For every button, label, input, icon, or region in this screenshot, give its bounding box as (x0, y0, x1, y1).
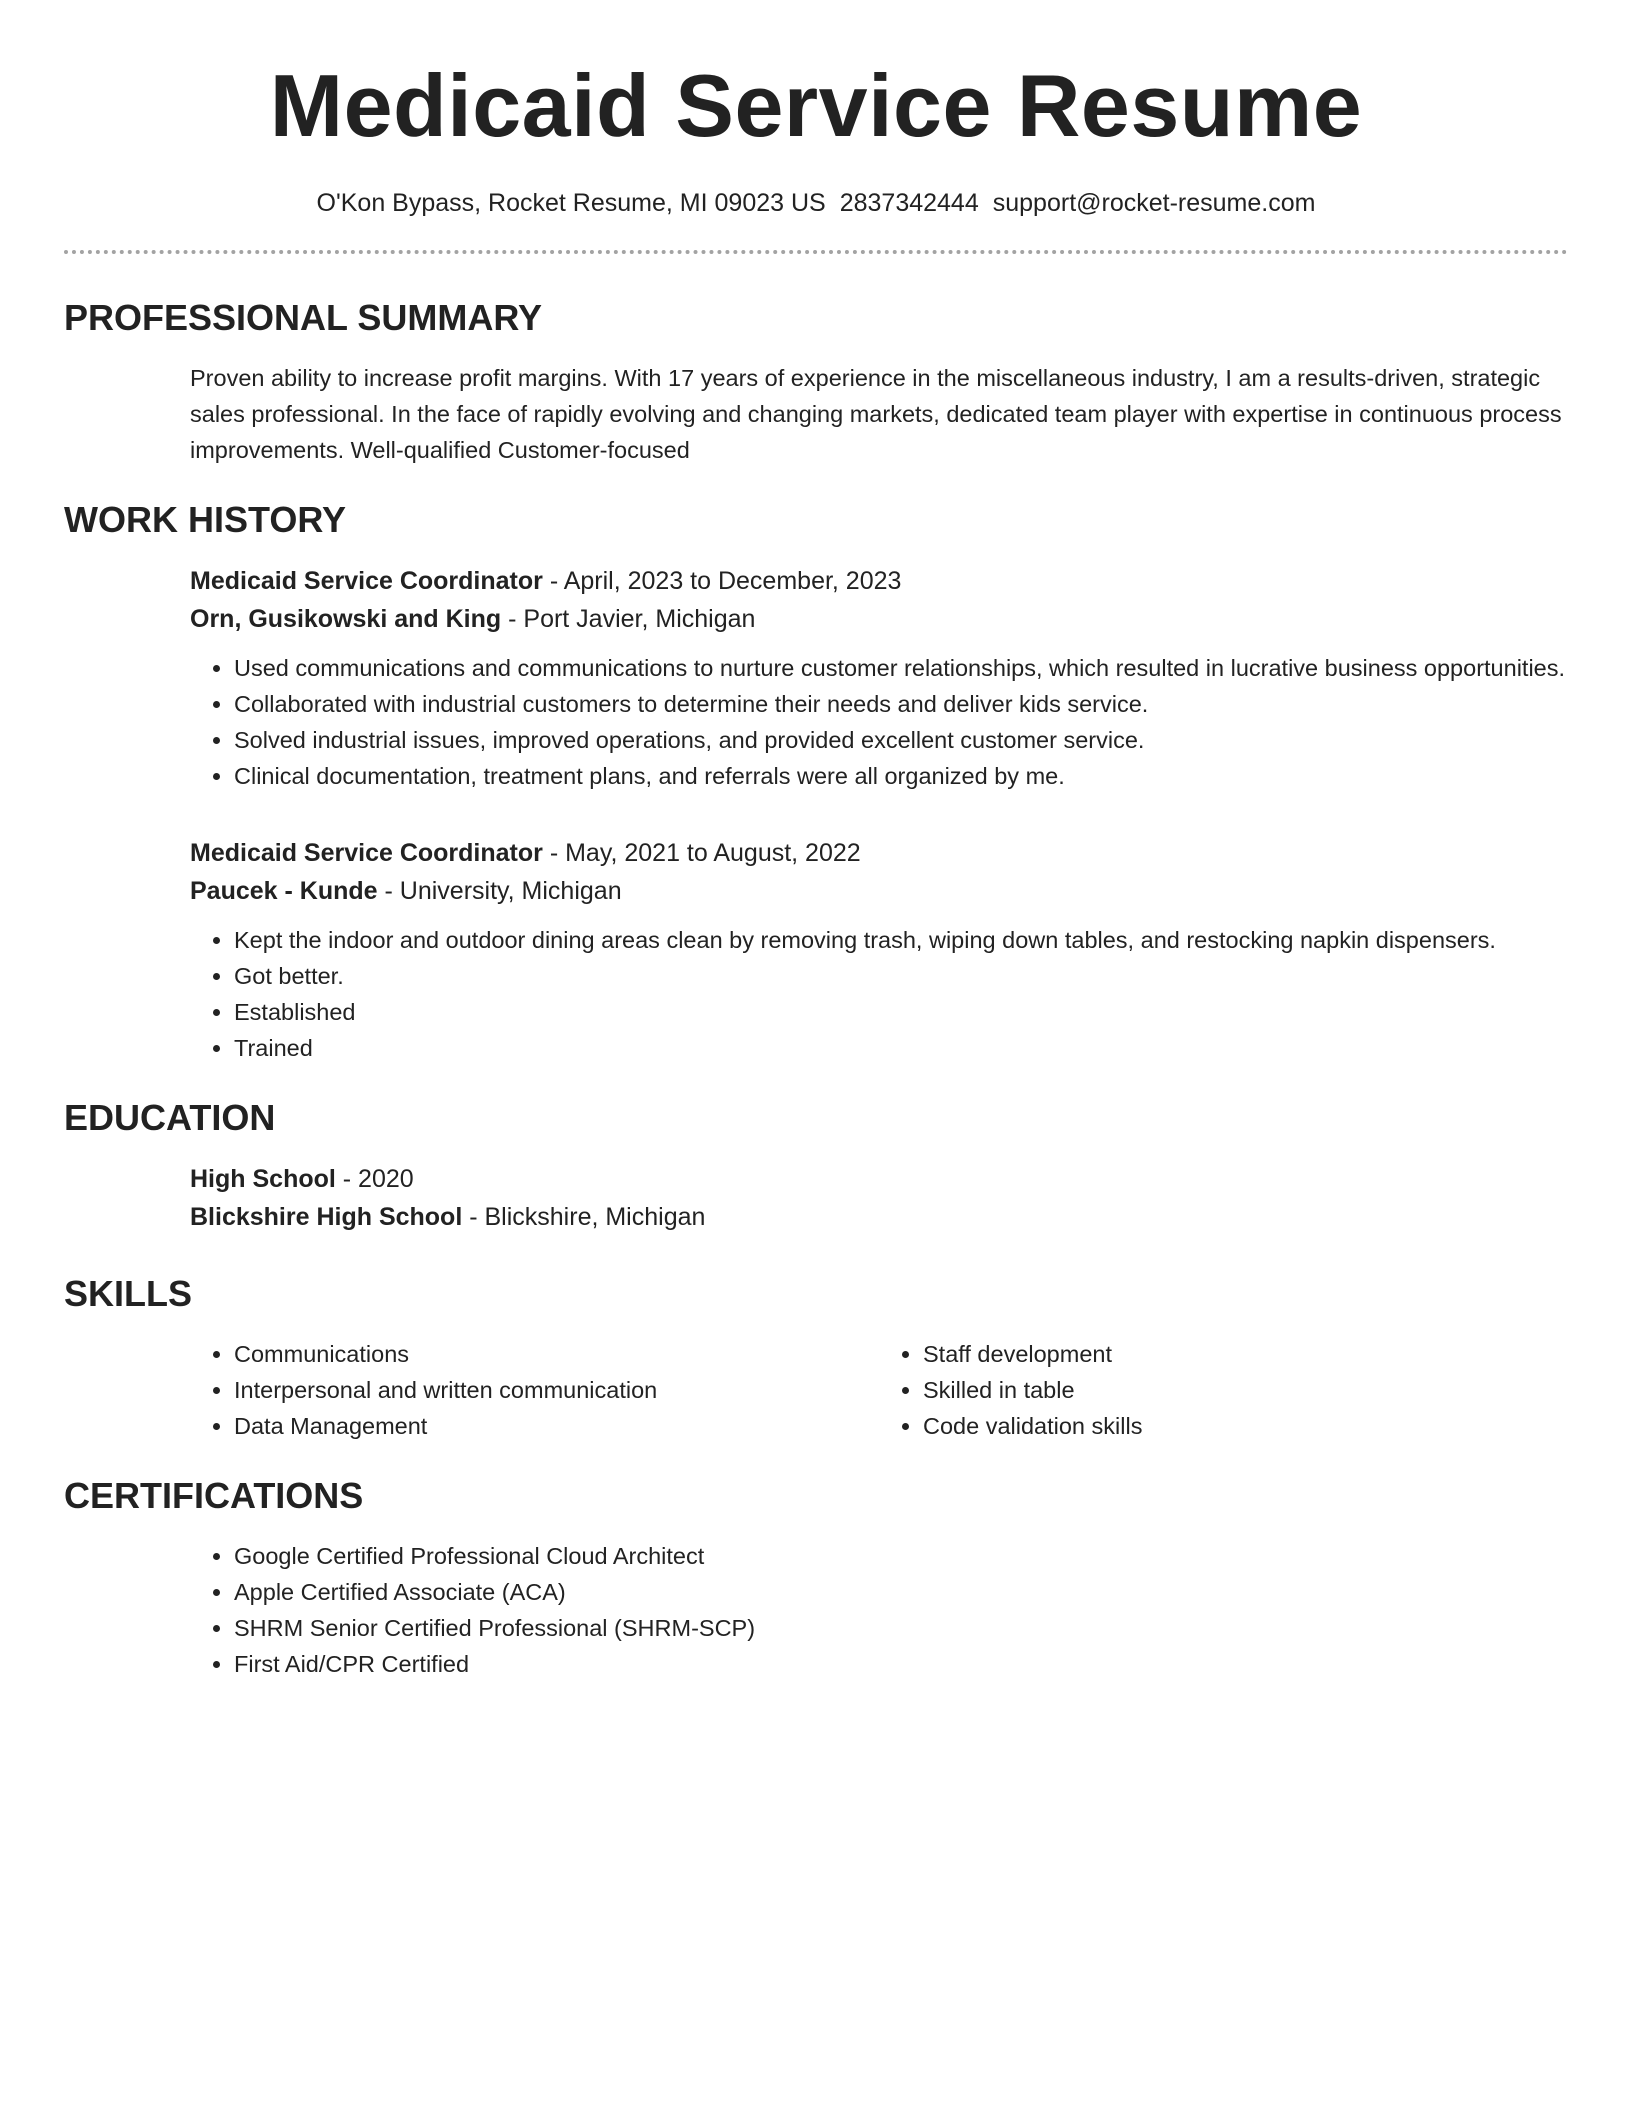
education-school: Blickshire High School (190, 1203, 463, 1231)
section-skills (64, 1272, 1568, 1444)
list-item: • First Aid/CPR Certified (234, 1646, 1568, 1682)
list-item: • Collaborated with industrial customers to determine their needs and deliver kids service. (234, 686, 1568, 722)
education-location: - Blickshire, Michigan (462, 1203, 706, 1231)
list-item: • Used communications and communications to nurture customer relationships, which resulted in lucrative business opportunities. (234, 650, 1568, 686)
list-item: • Code validation skills (923, 1408, 1568, 1444)
section-work-history (64, 498, 1568, 1066)
list-item: • Interpersonal and written communication (234, 1372, 879, 1408)
list-item: • Data Management (234, 1408, 879, 1444)
list-item: • Skilled in table (923, 1372, 1568, 1408)
job-company-line (190, 600, 1568, 638)
section-title-summary: PROFESSIONAL SUMMARY (64, 297, 543, 338)
header-divider (64, 250, 1568, 254)
job-company: Orn, Gusikowski and King (190, 605, 502, 633)
list-item: • Got better. (234, 958, 1568, 994)
job-role-line (190, 562, 1568, 600)
job-role: Medicaid Service Coordinator (190, 839, 543, 867)
list-item: • Apple Certified Associate (ACA) (234, 1574, 1568, 1610)
education-degree: High School (190, 1165, 336, 1193)
skills-left-column (190, 1336, 879, 1444)
list-item: • Kept the indoor and outdoor dining areas clean by removing trash, wiping down tables, and restocking napkin dispensers. (234, 922, 1568, 958)
section-title-education: EDUCATION (64, 1097, 276, 1138)
contact-address: O'Kon Bypass, Rocket Resume, MI 09023 US (316, 189, 826, 217)
list-item: • SHRM Senior Certified Professional (SHRM-SCP) (234, 1610, 1568, 1646)
section-certifications (64, 1474, 1568, 1682)
list-item: • Staff development (923, 1336, 1568, 1372)
contact-email: support@rocket-resume.com (992, 189, 1316, 217)
resume-title: Medicaid Service Resume (269, 56, 1363, 155)
education-year: - 2020 (335, 1165, 414, 1193)
list-item: • Established (234, 994, 1568, 1030)
summary-body (190, 360, 1568, 468)
contact-phone: 2837342444 (839, 189, 979, 217)
job-dates: - May, 2021 to August, 2022 (542, 839, 861, 867)
job-bullets (190, 922, 1568, 1066)
list-item: • Solved industrial issues, improved operations, and provided excellent customer service. (234, 722, 1568, 758)
job-dates: - April, 2023 to December, 2023 (542, 567, 902, 595)
job-role: Medicaid Service Coordinator (190, 567, 543, 595)
education-body (190, 1160, 1568, 1236)
job-location: - Port Javier, Michigan (501, 605, 756, 633)
certifications-list (190, 1538, 1568, 1682)
list-item: • Clinical documentation, treatment plans, and referrals were all organized by me. (234, 758, 1568, 794)
job-location: - University, Michigan (377, 877, 622, 905)
contact-line (64, 186, 1568, 220)
section-education (64, 1096, 1568, 1236)
section-title-skills: SKILLS (64, 1273, 193, 1314)
list-item: • Trained (234, 1030, 1568, 1066)
section-title-work: WORK HISTORY (64, 499, 347, 540)
summary-text: Proven ability to increase profit margins. With 17 years of experience in the miscellaneous industry, I am a results-driven, strategic sales professional. In the face of rapidly evolving and changing markets, dedicated team player with expertise in continuous process improvements. Well-qualified Customer-focused (190, 365, 1562, 463)
certifications-body (190, 1538, 1568, 1682)
skills-right-column (879, 1336, 1568, 1444)
job-role-line (190, 834, 1568, 872)
list-item: • Communications (234, 1336, 879, 1372)
education-degree-line (190, 1160, 1568, 1198)
job-bullets (190, 650, 1568, 794)
job-entry (190, 562, 1568, 794)
section-professional-summary (64, 296, 1568, 468)
section-title-certifications: CERTIFICATIONS (64, 1475, 364, 1516)
list-item: • Google Certified Professional Cloud Architect (234, 1538, 1568, 1574)
skills-grid (190, 1336, 1568, 1444)
job-company-line (190, 872, 1568, 910)
job-company: Paucek - Kunde (190, 877, 378, 905)
job-entry (190, 834, 1568, 1066)
education-school-line (190, 1198, 1568, 1236)
work-body (190, 562, 1568, 1066)
